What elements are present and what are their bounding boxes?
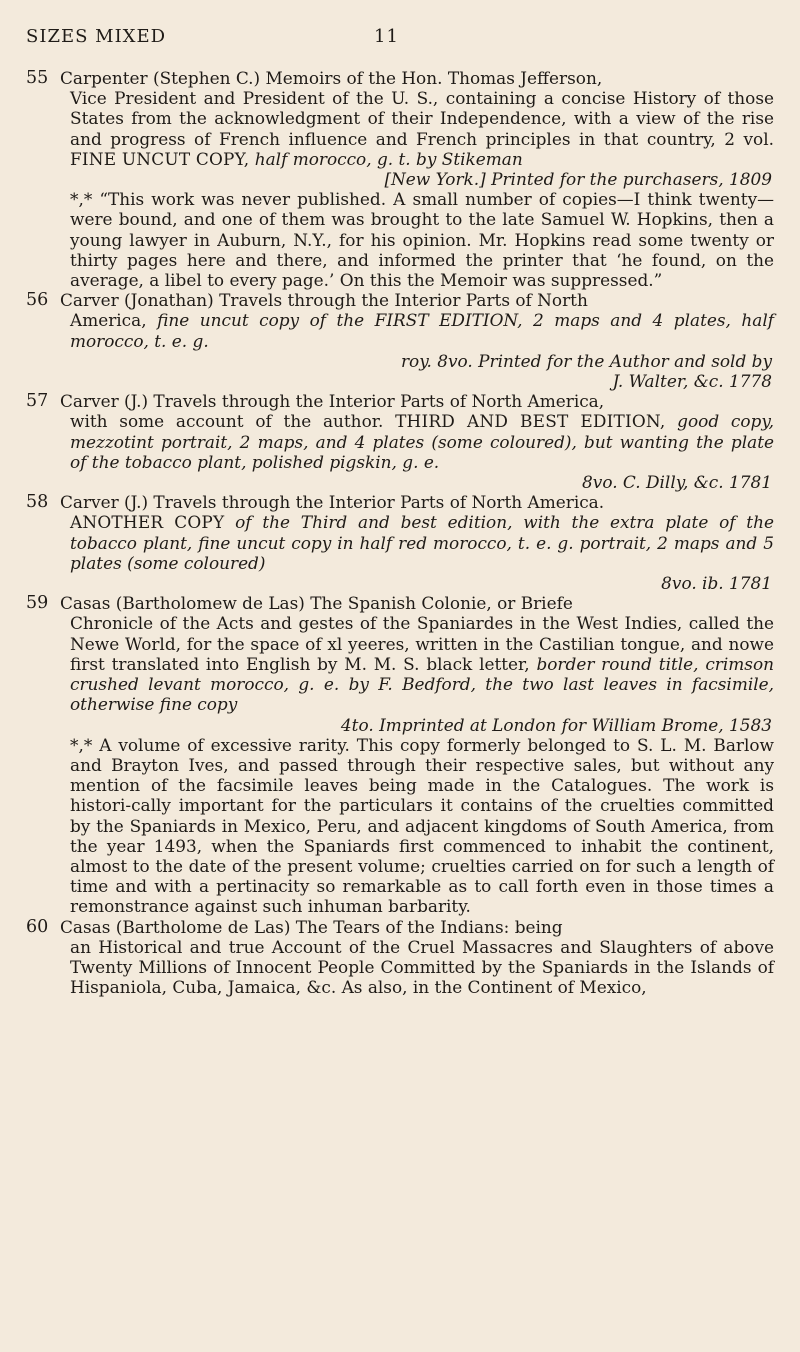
binding-description: of the Third and best edition, with the extra plate of the tobacco plant, fine uncut copy in half red morocco, t. e. g. portrait, 2 maps and 5 plates (some coloured) <box>70 512 774 573</box>
imprint: J. Walter, &c. 1778 <box>612 371 772 392</box>
lot-number: 60 <box>26 916 49 937</box>
copy-label: ANOTHER COPY <box>70 512 225 533</box>
binding-description: good copy, mezzotint portrait, 2 maps, and 4 plates (some coloured), but wanting the plate of the tobacco plant, polished pigskin, g. e. <box>70 411 775 472</box>
copy-label: fine uncut copy of the FIRST EDITION, 2 maps and 4 plates, half morocco, t. e. g. <box>70 310 774 351</box>
binding-description: border round title, crimson crushed levant morocco, g. e. by F. Bedford, the two last leaves in facsimile, otherwise fine copy <box>70 653 774 715</box>
imprint: 8vo. C. Dilly, &c. 1781 <box>582 472 772 493</box>
lot-number: 59 <box>26 593 49 614</box>
entry-heading: Casas (Bartholomew de Las) The Spanish Colonie, or Briefe <box>60 593 573 614</box>
entry-body: Chronicle of the Acts and gestes of the Spaniardes in the West Indies, called the Newe World, for the space of xl yeeres, written in the Castilian tongue, and nowe first translated into English by M. M. S. black letter, <box>70 613 774 674</box>
imprint: [New York.] Printed for the purchasers, 1809 <box>384 169 772 190</box>
catalogue-entry-59 <box>26 593 774 916</box>
entry-heading: Carver (J.) Travels through the Interior Parts of North America. <box>60 492 605 513</box>
entry-heading: Carpenter (Stephen C.) Memoirs of the Hon. Thomas Jefferson, <box>60 68 603 88</box>
entry-note <box>70 735 774 917</box>
copy-label: FINE UNCUT COPY, <box>70 148 250 169</box>
entry-note <box>70 189 774 290</box>
entry-body: America, <box>70 310 147 331</box>
imprint: 4to. Imprinted at London for William Brome, 1583 <box>340 714 772 735</box>
copy-label: THIRD AND BEST EDITION, <box>395 411 666 432</box>
catalogue-entry-55 <box>26 68 774 290</box>
entry-heading: Carver (Jonathan) Travels through the Interior Parts of North <box>60 290 588 311</box>
binding-description: half morocco, g. t. by Stikeman <box>254 148 523 169</box>
catalogue-entries <box>26 68 774 997</box>
entry-body: with some account of the author. <box>70 411 384 432</box>
entry-body: Vice President and President of the U. S., containing a concise History of those States from the acknowledgment of their Independence, with a view of the rise and progress of French influence and French principles in that country, 2 vol. <box>70 88 774 149</box>
lot-number: 55 <box>26 68 49 88</box>
note-text: A volume of excessive rarity. This copy formerly belonged to S. L. M. Barlow and Brayton Ives, and passed through their respective sales, but without any mention of the facsimile leaves being made in the Catalogues. The work is histori-cally important for the particulars it contains of the cruelties committed by the Spaniards in Mexico, Peru, and adjacent kingdoms of South America, from the year 1493, when the Spaniards first commenced to inhabit the continent, almost to the date of the present volume; cruelties carried on for such a length of time and with a pertinacity so remarkable as to call forth even in those times a remonstrance against such inhuman barbarity. <box>70 734 774 917</box>
catalogue-entry-57 <box>26 391 774 492</box>
imprint: 8vo. ib. 1781 <box>661 573 772 594</box>
catalogue-entry-56 <box>26 290 774 391</box>
note-marker: *,* <box>70 734 93 755</box>
entry-heading: Carver (J.) Travels through the Interior Parts of North America, <box>60 391 605 412</box>
page-header <box>26 26 774 54</box>
page-number: 11 <box>374 26 399 47</box>
entry-body: an Historical and true Account of the Cruel Massacres and Slaughters of above Twenty Millions of Innocent People Committed by the Spaniards in the Islands of Hispaniola, Cuba, Jamaica, &c. As also, in the Continent of Mexico, <box>70 936 774 998</box>
catalogue-entry-58 <box>26 492 774 593</box>
note-marker: *,* <box>70 189 93 210</box>
lot-number: 58 <box>26 492 49 513</box>
running-title: SIZES MIXED <box>26 26 167 47</box>
lot-number: 56 <box>26 290 49 311</box>
catalogue-entry-60 <box>26 917 774 998</box>
imprint-line: roy. 8vo. Printed for the Author and sold by <box>400 350 772 371</box>
entry-heading: Casas (Bartholome de Las) The Tears of the Indians: being <box>60 916 563 937</box>
note-text: “This work was never published. A small number of copies—I think twenty—were bound, and one of them was brought to the late Samuel W. Hopkins, then a young lawyer in Auburn, N.Y., for his opinion. Mr. Hopkins read some twenty or thirty pages here and there, and informed the printer that ‘he found, on the average, a libel to every page.’ On this the Memoir was suppressed.” <box>70 189 775 291</box>
lot-number: 57 <box>26 391 49 412</box>
